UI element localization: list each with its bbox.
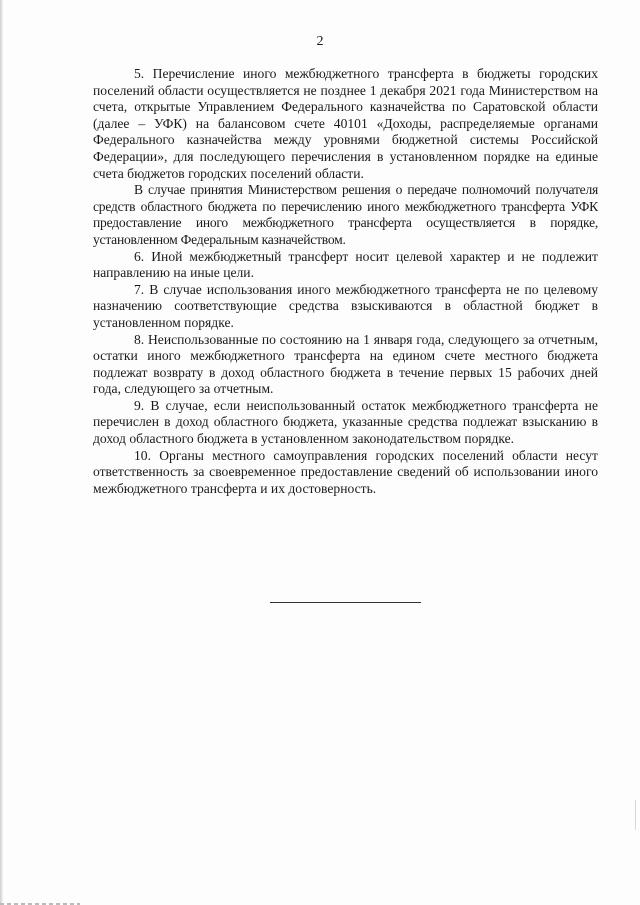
paragraph-9: 9. В случае, если неиспользованный остаток межбюджетного трансферта не перечислен в доход областного бюджета, указанные средства подлежат взысканию в доход областного бюджета в установленном законодательством порядке. — [93, 397, 598, 447]
page-number: 2 — [316, 34, 324, 49]
paragraph-5-addendum: В случае принятия Министерством решения о передаче полномочий получателя средств областного бюджета по перечислению иного межбюджетного трансферта УФК предоставление иного межбюджетного трансферта осуществляется в порядке, установленном Федеральным казначейством. — [93, 182, 598, 247]
paragraph-6: 6. Иной межбюджетный трансферт носит целевой характер и не подлежит направлению на иные цели. — [93, 248, 598, 281]
scan-edge — [0, 0, 3, 905]
paragraph-8: 8. Неиспользованные по состоянию на 1 января года, следующего за отчетным, остатки иного межбюджетного трансферта на едином счете местного бюджета подлежат возврату в доход областного бюджета в течение первых 15 рабочих дней года, следующего за отчетным. — [93, 331, 598, 397]
end-separator-line — [270, 602, 421, 603]
paragraph-10: 10. Органы местного самоуправления городских поселений области несут ответственность за своевременное предоставление сведений об использовании иного межбюджетного трансферта и их достоверность. — [93, 447, 598, 496]
paragraph-5: 5. Перечисление иного межбюджетного трансферта в бюджеты городских поселений области осуществляется не позднее 1 декабря 2021 года Министерством на счета, открытые Управлением Федерального казначейства по Саратовской области (далее – УФК) на балансовом счете 40101 «Доходы, распределяемые органами Федерального казначейства между уровнями бюджетной системы Российской Федерации», для последующего перечисления в установленном порядке на единые счета бюджетов городских поселений области. — [93, 66, 598, 181]
document-body — [93, 66, 598, 497]
paragraph-7: 7. В случае использования иного межбюджетного трансферта не по целевому назначению соответствующие средства взыскиваются в областной бюджет в установленном порядке. — [93, 281, 598, 330]
scan-speck — [635, 800, 636, 830]
